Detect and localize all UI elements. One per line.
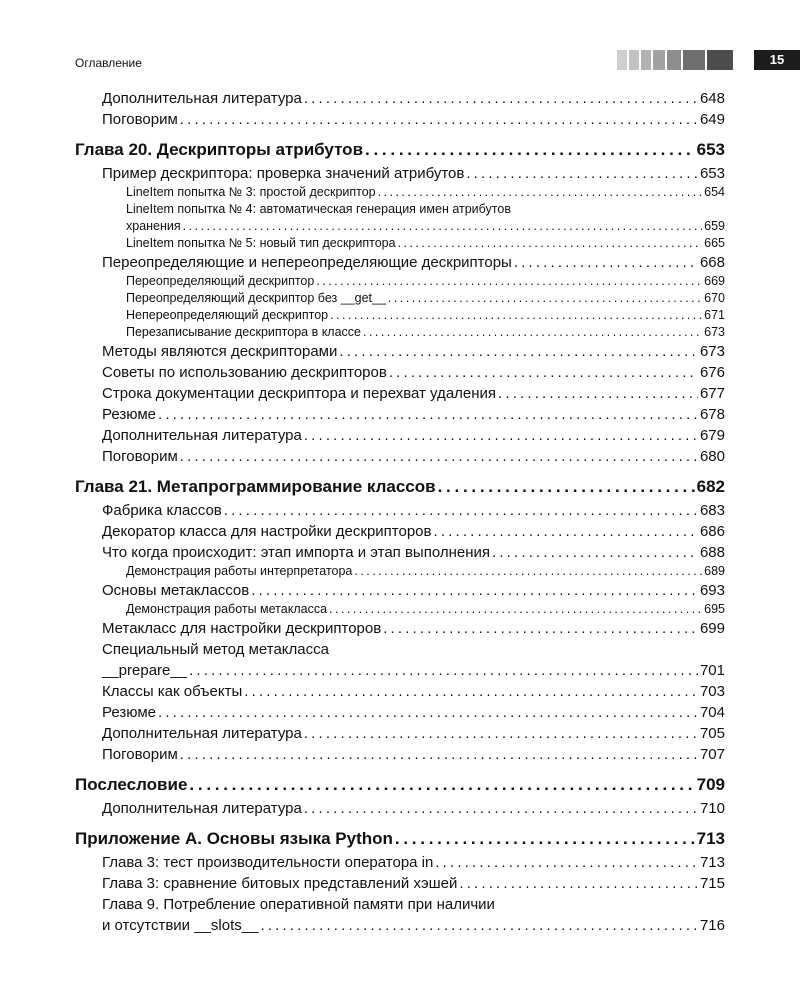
leader-dots	[158, 702, 698, 723]
toc-entry-title: Переопределяющие и непереопределяющие дескрипторы	[102, 254, 512, 271]
toc-subentry[interactable]	[75, 601, 725, 618]
leader-dots	[498, 383, 698, 404]
leader-dots	[189, 772, 694, 798]
toc-entry-title-line2: и отсутствии __slots__	[102, 917, 259, 934]
toc-entry-title: Советы по использованию дескрипторов	[102, 364, 387, 381]
leader-dots	[330, 307, 702, 324]
toc-entry-title: Что когда происходит: этап импорта и этап выполнения	[102, 544, 491, 561]
toc-entry-page: 683	[699, 502, 725, 519]
chapter-title: Приложение А. Основы языка Python	[75, 829, 393, 848]
toc-chapter-20[interactable]	[75, 137, 725, 163]
leader-dots	[339, 341, 698, 362]
header-bar	[667, 50, 681, 70]
toc-entry[interactable]	[75, 723, 725, 744]
toc-entry-title: Методы являются дескрипторами	[102, 343, 338, 360]
header-title: Оглавление	[75, 56, 142, 70]
leader-dots	[438, 474, 695, 500]
leader-dots	[224, 500, 698, 521]
toc-subentry[interactable]	[75, 235, 725, 252]
toc-entry-multiline[interactable]	[75, 894, 725, 915]
chapter-title: Глава 21. Метапрограммирование классов	[75, 477, 436, 496]
toc-entry-multiline[interactable]	[75, 639, 725, 660]
toc-entry-page: 704	[699, 704, 725, 721]
toc-entry[interactable]	[75, 702, 725, 723]
toc-entry[interactable]	[75, 404, 725, 425]
leader-dots	[251, 580, 698, 601]
toc-entry[interactable]	[75, 252, 725, 273]
toc-subentry-title: LineItem попытка № 3: простой дескриптор	[126, 185, 376, 199]
toc-subentry-page: 665	[704, 236, 725, 250]
leader-dots	[388, 290, 702, 307]
header-bar	[683, 50, 705, 70]
leader-dots	[244, 681, 698, 702]
leader-dots	[389, 362, 698, 383]
chapter-page: 709	[696, 775, 725, 794]
toc-subentry-page: 695	[704, 602, 725, 616]
leader-dots	[398, 235, 703, 252]
toc-entry[interactable]	[75, 88, 725, 109]
leader-dots	[433, 521, 697, 542]
toc-entry[interactable]	[75, 163, 725, 184]
leader-dots	[383, 618, 698, 639]
leader-dots	[365, 137, 695, 163]
leader-dots	[304, 425, 698, 446]
header-bar	[641, 50, 651, 70]
toc-entry-title: Классы как объекты	[102, 683, 243, 700]
leader-dots	[363, 324, 702, 341]
toc-subentry-title: Перезаписывание дескриптора в классе	[126, 325, 361, 339]
header-bar	[707, 50, 733, 70]
toc-entry-title: Фабрика классов	[102, 502, 222, 519]
leader-dots	[329, 601, 702, 618]
toc-chapter-21[interactable]	[75, 474, 725, 500]
leader-dots	[492, 542, 698, 563]
toc-entry-page: 680	[699, 448, 725, 465]
toc-subentry[interactable]	[75, 273, 725, 290]
header-bar	[617, 50, 627, 70]
toc-subentry-page: 670	[704, 291, 725, 305]
toc-entry-page: 705	[699, 725, 725, 742]
toc-entry[interactable]	[75, 681, 725, 702]
header-bar	[653, 50, 665, 70]
chapter-page: 682	[696, 477, 725, 496]
toc-entry-title: Строка документации дескриптора и перехват удаления	[102, 385, 497, 402]
toc-entry-page: 688	[699, 544, 725, 561]
toc-entry[interactable]	[75, 341, 725, 362]
header-bar	[629, 50, 639, 70]
toc-entry[interactable]	[75, 873, 725, 894]
toc-subentry-page: 669	[704, 274, 725, 288]
toc-entry-page: 703	[699, 683, 725, 700]
toc-entry-page: 701	[699, 662, 725, 679]
leader-dots	[378, 184, 703, 201]
chapter-page: 713	[696, 829, 725, 848]
toc-entry[interactable]	[75, 425, 725, 446]
toc-subentry[interactable]	[75, 563, 725, 580]
toc-entry[interactable]	[75, 618, 725, 639]
toc-entry[interactable]	[75, 542, 725, 563]
toc-entry-title: Глава 3: сравнение битовых представлений хэшей	[102, 875, 458, 892]
toc-subentry-title: Непереопределяющий дескриптор	[126, 308, 329, 322]
leader-dots	[354, 563, 702, 580]
leader-dots	[466, 163, 698, 184]
toc-entry[interactable]	[75, 744, 725, 765]
toc-subentry[interactable]	[75, 324, 725, 341]
toc-entry-page: 677	[699, 385, 725, 402]
chapter-title: Послесловие	[75, 775, 188, 794]
toc-entry[interactable]	[75, 446, 725, 467]
toc-afterword[interactable]	[75, 772, 725, 798]
toc-subentry[interactable]	[75, 184, 725, 201]
leader-dots	[183, 218, 702, 235]
leader-dots	[316, 273, 702, 290]
toc-entry-page: 676	[699, 364, 725, 381]
toc-entry-title: Метакласс для настройки дескрипторов	[102, 620, 382, 637]
toc-entry-page: 716	[699, 917, 725, 934]
leader-dots	[304, 723, 698, 744]
toc-subentry-title: Демонстрация работы метакласса	[126, 602, 328, 616]
toc-entry-title: Поговорим	[102, 448, 178, 465]
chapter-page: 653	[696, 140, 725, 159]
toc-entry-page: 715	[699, 875, 725, 892]
chapter-title: Глава 20. Дескрипторы атрибутов	[75, 140, 364, 159]
toc-entry-title-line2: __prepare__	[102, 662, 188, 679]
toc-subentry-page: 689	[704, 564, 725, 578]
toc-entry-title-line1: Глава 9. Потребление оперативной памяти при наличии	[102, 896, 495, 913]
toc-subentry-continued[interactable]	[75, 218, 725, 235]
toc-entry-page: 653	[699, 165, 725, 182]
leader-dots	[435, 852, 698, 873]
toc-entry-page: 693	[699, 582, 725, 599]
toc-subentry-page: 654	[704, 185, 725, 199]
toc-entry[interactable]	[75, 109, 725, 130]
leader-dots	[459, 873, 698, 894]
toc-subentry[interactable]	[75, 290, 725, 307]
toc-entry-title-line1: Специальный метод метакласса	[102, 641, 329, 658]
toc-entry-title: Основы метаклассов	[102, 582, 250, 599]
table-of-contents	[75, 88, 725, 936]
toc-subentry-title: Демонстрация работы интерпретатора	[126, 564, 353, 578]
leader-dots	[304, 88, 698, 109]
toc-entry-page: 707	[699, 746, 725, 763]
toc-entry-title: Поговорим	[102, 746, 178, 763]
toc-entry-title: Декоратор класса для настройки дескрипторов	[102, 523, 432, 540]
header-decoration	[617, 50, 733, 70]
toc-entry-title: Дополнительная литература	[102, 427, 302, 444]
toc-subentry-title-line2: хранения	[126, 219, 181, 233]
toc-subentry-multiline[interactable]	[75, 201, 725, 218]
leader-dots	[180, 109, 698, 130]
page-number: 15	[754, 50, 800, 70]
toc-entry-page: 713	[699, 854, 725, 871]
leader-dots	[304, 798, 698, 819]
toc-entry-title: Пример дескриптора: проверка значений атрибутов	[102, 165, 465, 182]
toc-entry-title: Резюме	[102, 704, 156, 721]
toc-subentry-title: Переопределяющий дескриптор без __get__	[126, 291, 386, 305]
toc-entry-page: 678	[699, 406, 725, 423]
toc-entry[interactable]	[75, 500, 725, 521]
toc-entry-page: 710	[699, 800, 725, 817]
leader-dots	[189, 660, 698, 681]
toc-entry[interactable]	[75, 798, 725, 819]
toc-entry-continued[interactable]	[75, 915, 725, 936]
toc-entry[interactable]	[75, 852, 725, 873]
toc-entry-page: 668	[699, 254, 725, 271]
toc-subentry-page: 671	[704, 308, 725, 322]
leader-dots	[180, 446, 698, 467]
toc-entry-title: Глава 3: тест производительности оператора in	[102, 854, 434, 871]
toc-entry-title: Дополнительная литература	[102, 725, 302, 742]
toc-entry-page: 648	[699, 90, 725, 107]
toc-entry[interactable]	[75, 383, 725, 404]
toc-entry-continued[interactable]	[75, 660, 725, 681]
toc-subentry-page: 673	[704, 325, 725, 339]
leader-dots	[395, 826, 695, 852]
running-header	[75, 48, 785, 72]
toc-appendix-a[interactable]	[75, 826, 725, 852]
toc-entry-page: 649	[699, 111, 725, 128]
toc-entry-page: 699	[699, 620, 725, 637]
toc-entry[interactable]	[75, 580, 725, 601]
toc-subentry[interactable]	[75, 307, 725, 324]
leader-dots	[158, 404, 698, 425]
toc-entry-title: Дополнительная литература	[102, 800, 302, 817]
toc-subentry-title: Переопределяющий дескриптор	[126, 274, 315, 288]
toc-entry[interactable]	[75, 521, 725, 542]
toc-entry-page: 679	[699, 427, 725, 444]
leader-dots	[180, 744, 698, 765]
toc-entry-title: Поговорим	[102, 111, 178, 128]
toc-entry-page: 673	[699, 343, 725, 360]
leader-dots	[514, 252, 698, 273]
toc-entry-title: Дополнительная литература	[102, 90, 302, 107]
toc-subentry-title: LineItem попытка № 5: новый тип дескриптора	[126, 236, 396, 250]
leader-dots	[260, 915, 698, 936]
toc-subentry-page: 659	[704, 219, 725, 233]
toc-entry-page: 686	[699, 523, 725, 540]
toc-subentry-title-line1: LineItem попытка № 4: автоматическая генерация имен атрибутов	[126, 202, 511, 216]
toc-entry-title: Резюме	[102, 406, 156, 423]
toc-entry[interactable]	[75, 362, 725, 383]
